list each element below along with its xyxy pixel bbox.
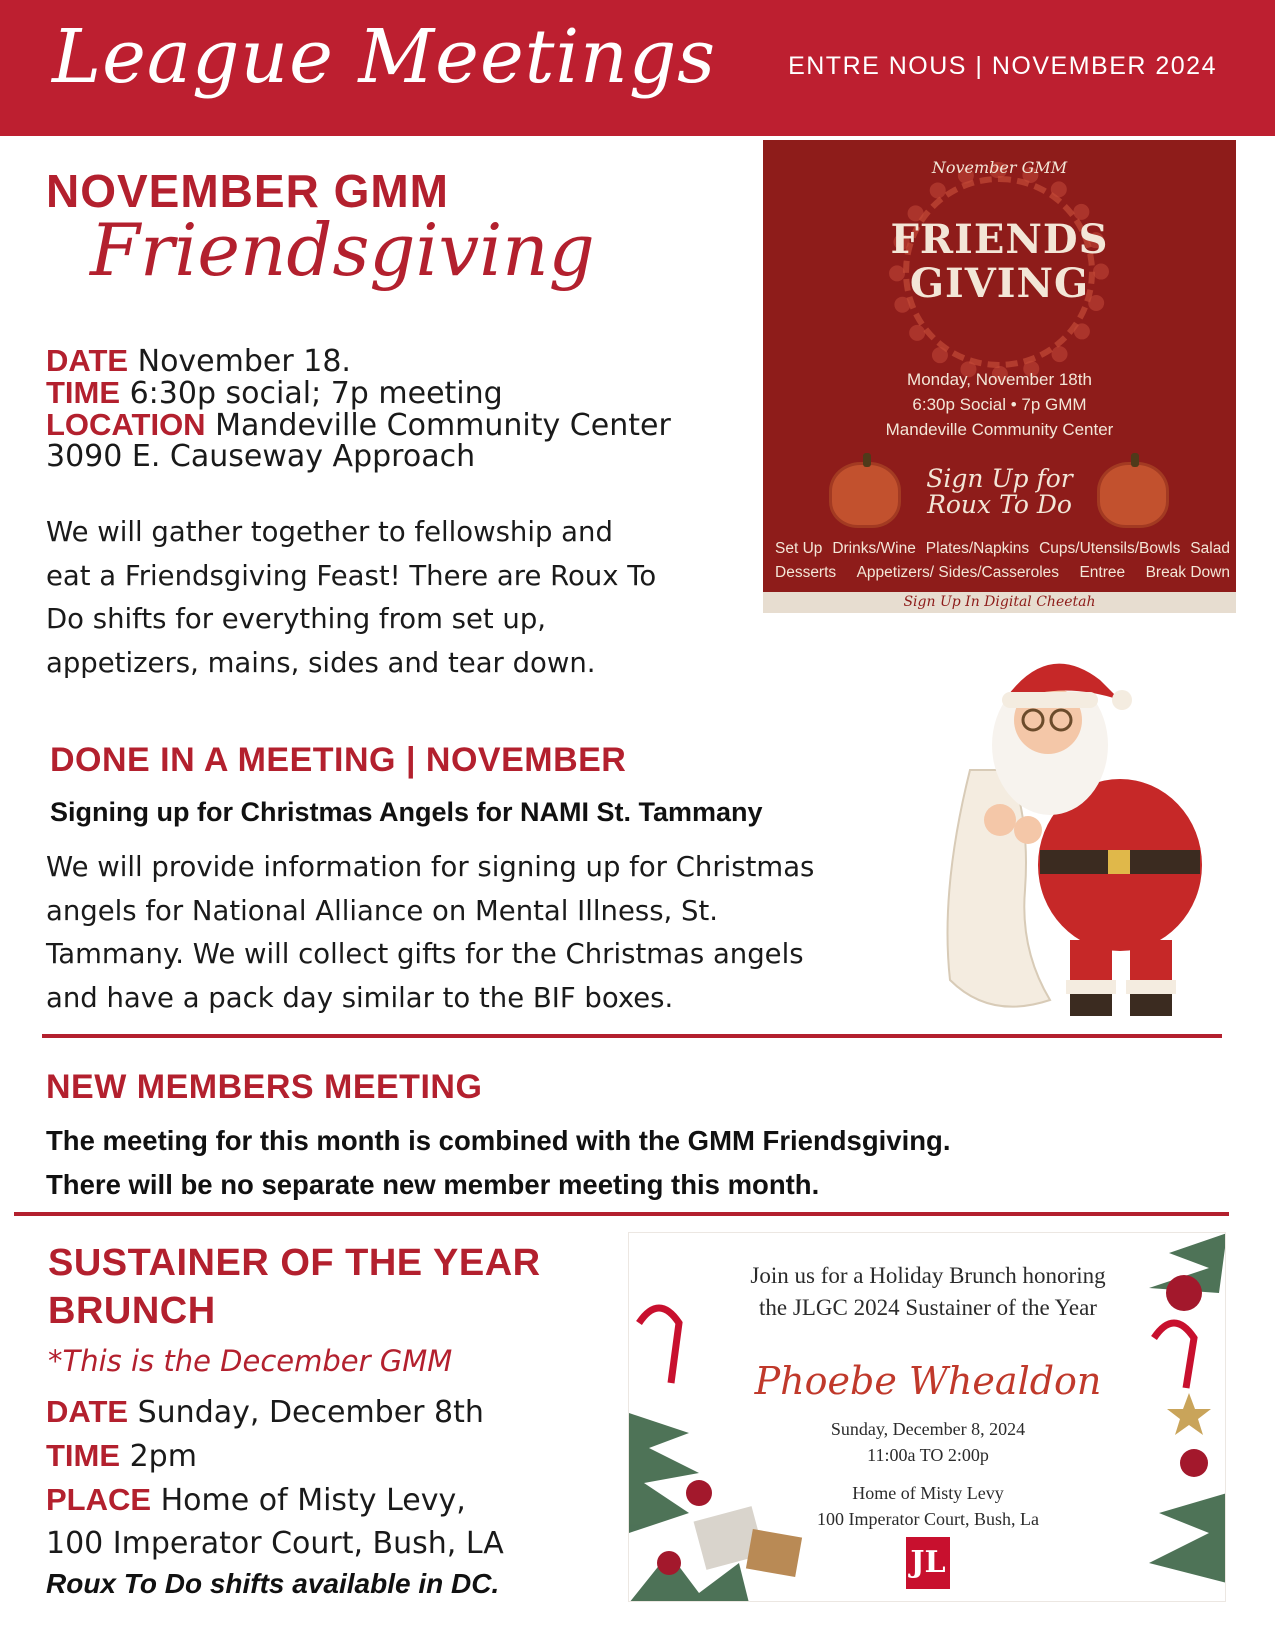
sustainer-time-label: TIME bbox=[46, 1438, 121, 1473]
junior-league-logo: JL bbox=[906, 1537, 950, 1589]
gmm-time-label: TIME bbox=[46, 375, 121, 410]
sustainer-note: *This is the December GMM bbox=[48, 1344, 453, 1378]
invite-line1: Join us for a Holiday Brunch honoring bbox=[750, 1263, 1106, 1288]
done-paragraph-line: and have a pack day similar to the BIF boxes. bbox=[46, 981, 674, 1014]
section-divider bbox=[42, 1034, 1222, 1038]
gmm-date-label: DATE bbox=[46, 343, 129, 378]
header-banner bbox=[0, 0, 1275, 136]
flyer-shift: Appetizers/ Sides/Casseroles bbox=[856, 564, 1060, 581]
invite-home: Home of Misty Levy bbox=[852, 1483, 1004, 1503]
flyer-shift-row-1 bbox=[763, 540, 1236, 558]
brunch-invitation bbox=[628, 1232, 1226, 1602]
sustainer-time bbox=[46, 1438, 197, 1474]
invite-line2: the JLGC 2024 Sustainer of the Year bbox=[759, 1295, 1097, 1320]
new-members-heading: NEW MEMBERS MEETING bbox=[46, 1068, 483, 1106]
sustainer-date-label: DATE bbox=[46, 1394, 129, 1429]
sustainer-date-value: Sunday, December 8th bbox=[128, 1395, 484, 1430]
newsletter-issue-label: ENTRE NOUS | NOVEMBER 2024 bbox=[788, 52, 1217, 80]
flyer-shift: Desserts bbox=[775, 564, 837, 581]
flyer-shift: Salad bbox=[1190, 540, 1230, 557]
done-paragraph-line: We will provide information for signing up for Christmas bbox=[46, 851, 815, 883]
gmm-address: 3090 E. Causeway Approach bbox=[46, 439, 476, 474]
flyer-signup-line2: Roux To Do bbox=[927, 490, 1072, 519]
gmm-location bbox=[46, 407, 671, 443]
new-members-line1: The meeting for this month is combined with the GMM Friendsgiving. bbox=[46, 1125, 951, 1156]
gmm-date-value: November 18. bbox=[128, 344, 351, 379]
gmm-date bbox=[46, 343, 351, 379]
sustainer-place bbox=[46, 1482, 466, 1518]
gmm-time-value: 6:30p social; 7p meeting bbox=[120, 376, 503, 411]
flyer-location: Mandeville Community Center bbox=[885, 420, 1114, 439]
flyer-shift: Plates/Napkins bbox=[925, 540, 1030, 557]
header-script-title: League Meetings bbox=[52, 14, 717, 100]
flyer-shift: Cups/Utensils/Bowls bbox=[1039, 540, 1181, 557]
gmm-time bbox=[46, 375, 503, 411]
flyer-title-line2: GIVING bbox=[909, 260, 1090, 307]
santa-illustration bbox=[930, 650, 1240, 1020]
sustainer-address: 100 Imperator Court, Bush, LA bbox=[46, 1526, 504, 1561]
flyer-shift: Break Down bbox=[1145, 564, 1230, 581]
done-heading: DONE IN A MEETING | NOVEMBER bbox=[50, 741, 627, 779]
sustainer-place-value: Home of Misty Levy, bbox=[151, 1483, 466, 1518]
gmm-heading: NOVEMBER GMM bbox=[46, 165, 449, 217]
sustainer-place-label: PLACE bbox=[46, 1482, 152, 1517]
sustainer-heading-line1: SUSTAINER OF THE YEAR bbox=[48, 1242, 541, 1284]
done-paragraph-line: Tammany. We will collect gifts for the Christmas angels bbox=[46, 938, 804, 970]
invite-address: 100 Imperator Court, Bush, La bbox=[817, 1509, 1039, 1529]
done-paragraph-line: angels for National Alliance on Mental Illness, St. bbox=[46, 894, 718, 927]
gmm-script-subtitle: Friendsgiving bbox=[90, 208, 595, 292]
sustainer-roux-note: Roux To Do shifts available in DC. bbox=[46, 1568, 500, 1599]
friendsgiving-flyer bbox=[763, 140, 1236, 613]
done-paragraph bbox=[46, 846, 814, 1020]
gmm-paragraph-line: We will gather together to fellowship and bbox=[46, 516, 613, 548]
gmm-paragraph-line: Do shifts for everything from set up, bbox=[46, 603, 547, 635]
flyer-footer: Sign Up In Digital Cheetah bbox=[763, 592, 1236, 613]
gmm-paragraph bbox=[46, 511, 656, 685]
flyer-shift-row-2 bbox=[763, 564, 1236, 582]
flyer-time: 6:30p Social • 7p GMM bbox=[912, 395, 1087, 414]
flyer-signup bbox=[763, 466, 1236, 518]
sustainer-time-value: 2pm bbox=[120, 1439, 197, 1474]
flyer-shift: Set Up bbox=[775, 540, 823, 557]
gmm-location-value: Mandeville Community Center bbox=[205, 408, 671, 443]
flyer-top-label: November GMM bbox=[931, 158, 1068, 177]
invite-honoree-name: Phoebe Whealdon bbox=[754, 1359, 1102, 1403]
flyer-shift: Drinks/Wine bbox=[832, 540, 916, 557]
sustainer-date bbox=[46, 1394, 484, 1430]
sustainer-heading-line2: BRUNCH bbox=[48, 1290, 216, 1332]
done-subtitle: Signing up for Christmas Angels for NAMI St. Tammany bbox=[50, 797, 763, 827]
flyer-signup-line1: Sign Up for bbox=[926, 464, 1073, 493]
gmm-location-label: LOCATION bbox=[46, 407, 206, 442]
gmm-paragraph-line: eat a Friendsgiving Feast! There are Roux To bbox=[46, 559, 657, 592]
invite-date: Sunday, December 8, 2024 bbox=[830, 1419, 1026, 1439]
flyer-shift: Entree bbox=[1079, 564, 1126, 581]
section-divider bbox=[14, 1212, 1229, 1216]
new-members-line2: There will be no separate new member meeting this month. bbox=[46, 1169, 820, 1200]
flyer-title-line1: FRIENDS bbox=[890, 216, 1109, 263]
gmm-paragraph-line: appetizers, mains, sides and tear down. bbox=[46, 646, 596, 679]
flyer-date: Monday, November 18th bbox=[907, 370, 1092, 389]
invite-time: 11:00a TO 2:00p bbox=[867, 1445, 989, 1465]
